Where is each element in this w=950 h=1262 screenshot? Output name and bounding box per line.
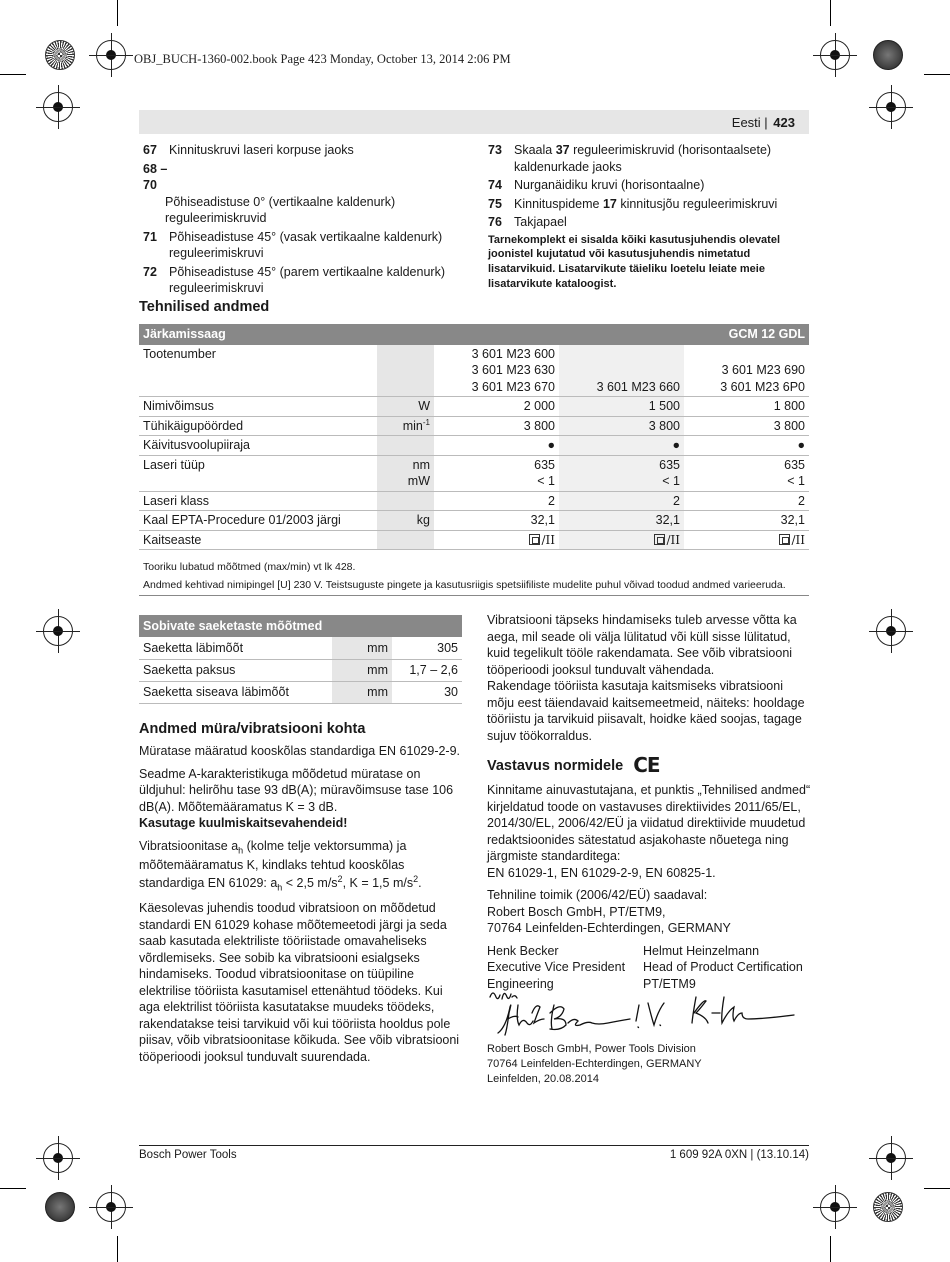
row-value: 1,7 – 2,6 [392,659,462,681]
item-text: Nurganäidiku kruvi (horisontaalne) [514,178,705,192]
table-row [139,416,809,436]
row-label: Laseri tüüp [139,455,377,491]
row-value: 3 800 [559,416,684,436]
signer-right: Helmut Heinzelmann Head of Product Certification PT/ETM9 [643,943,803,991]
item-number: 72 [143,264,157,279]
bullet-icon: ● [434,436,559,456]
product-number-cell: 3 601 M23 660 [559,345,684,397]
footer-rule [139,1145,809,1146]
row-value: 3 800 [684,416,809,436]
row-unit: mm [332,637,392,659]
warning-text: Kasutage kuulmiskaitsevahendeid! [139,816,348,831]
row-value: 2 [559,491,684,511]
list-item [143,161,473,227]
table-row [139,455,809,491]
registration-mark-icon [873,1192,903,1222]
paragraph: Robert Bosch GmbH, PT/ETM9, [487,904,666,919]
list-item [488,142,810,175]
row-value [434,530,559,550]
divider [139,595,809,596]
row-label: Käivitusvoolupiiraja [139,436,377,456]
registration-target-icon [43,1143,73,1173]
registration-mark-icon [873,40,903,70]
paragraph: Kinnitame ainuvastutajana, et punktis „Tehnilised andmed“ kirjeldatud toode on vastavuses direktiivides 2011/65/EL, 2014/30/EL, 2006/42/EÜ ja viidatud direktiivide muudetud redaktsioonides sätestatud asjakohaste nõuetega ning järgmiste standarditega: [487,783,811,864]
paragraph: Vibratsioonitase $a_h$ (kolme telje vektorsumma) ja mõõtemääramatus K, kindlaks tehtud kooskõlas standardiga EN 61029: $a_h < 2,5$ $m/s^2$, K = 1,5 $m/s^2$. [139,838,422,893]
row-unit [377,491,434,511]
parts-list-right [488,142,810,291]
protection-class-icon: /II [654,533,680,547]
table-row [139,511,809,531]
item-number: 67 [143,143,157,157]
table-row [139,345,809,397]
item-number: 71 [143,229,157,244]
list-item [488,177,810,194]
item-text: Skaala 37 reguleerimiskruvid (horisontaalsete) kaldenurkade jaoks [514,143,772,174]
parts-list-left [143,142,473,299]
row-value: 305 [392,637,462,659]
list-item [143,264,473,297]
item-text: Põhiseadistuse 0° (vertikaalne kaldenurk) reguleerimiskruvid [165,194,396,225]
registration-target-icon [876,92,906,122]
list-item [143,229,473,262]
table-row [139,659,462,681]
row-value: 635 < 1 [684,455,809,491]
paragraph: EN 61029-1, EN 61029-2-9, EN 60825-1. [487,865,716,880]
footer-doc-number: 1 609 92A 0XN | (13.10.14) [669,1149,809,1161]
signer-left: Henk Becker Executive Vice President Engineering [487,943,626,991]
paragraph: Tehniline toimik (2006/42/EÜ) saadaval: [487,888,708,903]
row-label: Tühikäigupöörded [139,416,377,436]
row-unit: kg [377,511,434,531]
table-row [139,637,462,659]
row-value: 32,1 [559,511,684,531]
tech-note: Tooriku lubatud mõõtmed (max/min) vt lk 428. [143,561,356,573]
registration-target-icon [43,616,73,646]
item-number: 76 [488,215,502,229]
header-language: Eesti [731,115,761,130]
crop-mark [924,1188,950,1189]
row-label: Saeketta läbimõõt [139,637,332,659]
registration-target-icon [96,1192,126,1222]
crop-mark [117,0,118,26]
signature-caption: Robert Bosch GmbH, Power Tools Division 70764 Leinfelden-Echterdingen, GERMANY Leinfelden, 20.08.2014 [487,1043,702,1085]
row-unit: nm mW [377,455,434,491]
item-text: Kinnituspideme 17 kinnitusjõu reguleerimiskruvi [514,196,778,211]
item-text: Kinnituskruvi laseri korpuse jaoks [169,143,354,157]
protection-class-icon: /II [779,533,805,547]
crop-mark [924,74,950,75]
conformity-heading: Vastavus normidele CE [487,753,660,777]
list-item [488,214,810,231]
product-number-cell: 3 601 M23 690 3 601 M23 6P0 [684,345,809,397]
signatures-icon [488,985,808,1045]
tech-notes [143,560,809,592]
header-page: 423 [773,115,795,130]
crop-mark [830,1236,831,1262]
row-value: 3 800 [434,416,559,436]
table-row [139,530,809,550]
noise-heading: Andmed müra/vibratsiooni kohta [139,721,366,737]
noise-section [139,720,464,1071]
row-label: Kaitseaste [139,530,377,550]
crop-mark [117,1236,118,1262]
row-unit: W [377,397,434,417]
row-value [684,530,809,550]
blade-dimensions-table [139,615,462,704]
list-item [143,142,473,159]
item-text: Põhiseadistuse 45° (parem vertikaalne kaldenurk) reguleerimiskruvi [169,264,445,295]
paragraph: 70764 Leinfelden-Echterdingen, GERMANY [487,921,731,936]
row-label: Tootenumber [139,345,377,397]
row-unit: mm [332,681,392,703]
row-unit [377,345,434,397]
row-label: Nimivõimsus [139,397,377,417]
footer-brand: Bosch Power Tools [139,1149,237,1161]
right-column [487,612,812,992]
row-value: 32,1 [434,511,559,531]
row-value: 2 000 [434,397,559,417]
row-unit [377,436,434,456]
item-number: 73 [488,143,502,157]
product-number-cell: 3 601 M23 600 3 601 M23 630 3 601 M23 670 [434,345,559,397]
registration-target-icon [820,40,850,70]
tech-note: Andmed kehtivad nimipingel [U] 230 V. Teistsuguste pingete ja kasutusriigis spetsiifiliste mudelite puhul võivad toodud andmed varieeruda. [143,579,786,592]
row-label: Kaal EPTA-Procedure 01/2003 järgi [139,511,377,531]
protection-class-icon: /II [529,533,555,547]
registration-target-icon [43,92,73,122]
paragraph: Rakendage tööriista kasutaja kaitsmiseks vibratsiooni mõju eest täiendavaid kaitsemeetmeid, näiteks: hooldage tööriistu ja tarvikuid piisavalt, hoidke käed soojas, tagage sujuv töökorraldus. [487,679,805,743]
bullet-icon: ● [559,436,684,456]
bullet-icon: ● [684,436,809,456]
table-row [139,681,462,703]
row-value: 635 < 1 [559,455,684,491]
tech-data-table [139,324,809,550]
item-number: 75 [488,196,502,211]
row-label: Saeketta siseava läbimõõt [139,681,332,703]
tech-heading: Tehnilised andmed [139,299,270,315]
table-row [139,491,809,511]
crop-mark [830,0,831,26]
item-text: Põhiseadistuse 45° (vasak vertikaalne kaldenurk) reguleerimiskruvi [169,229,443,260]
crop-mark [0,1188,26,1189]
registration-target-icon [96,40,126,70]
registration-target-icon [820,1192,850,1222]
crop-mark [0,74,26,75]
table-title: Järkamissaag [139,324,559,345]
row-unit: $\min^{-1}$ [377,416,434,436]
item-number: 74 [488,178,502,192]
row-value: 1 800 [684,397,809,417]
row-unit: mm [332,659,392,681]
table-model: GCM 12 GDL [559,324,809,345]
row-value: 1 500 [559,397,684,417]
table-title: Sobivate saeketaste mõõtmed [139,615,462,637]
row-label: Saeketta paksus [139,659,332,681]
paragraph: Seadme A-karakteristikuga mõõdetud müratase on üldjuhul: helirõhu tase 93 dB(A); müravõimsuse tase 106 dB(A). Mõõtemääramatus K = 3 dB. [139,766,454,814]
item-text: Takjapael [514,215,567,229]
page-header [139,110,809,134]
item-number: 68 – 70 [143,161,168,192]
list-item [488,196,810,213]
paragraph: Käesolevas juhendis toodud vibratsioon on mõõdetud standardi EN 61029 kohase mõõtemeetodi järgi ja seda saab kasutada elektriliste tööriistade omavaheliseks võrdlemiseks. See sobib ka vibratsiooni esialgseks hindamiseks. Toodud vibratsioonitase on tüüpiline elektrilise tööriista kasutamisel ettenähtud töödeks. Kui aga elektrilist tööriista kasutatakse muudeks töödeks, rakendatakse teisi tarvikuid või kui tööriista hooldus pole piisav, võib vibratsioonitase kõikuda. See võib vibratsiooni tööperioodi jooksul tunduvalt suurendada. [139,901,460,1064]
ce-mark-icon: CE [633,753,660,777]
table-row [139,397,809,417]
row-value: 30 [392,681,462,703]
paragraph: Müratase määratud kooskõlas standardiga EN 61029-2-9. [139,744,461,759]
registration-target-icon [876,1143,906,1173]
table-header-row [139,324,809,345]
page-number: Eesti | 423 [731,115,795,130]
row-value: 2 [434,491,559,511]
row-label: Laseri klass [139,491,377,511]
table-header-row [139,615,462,637]
paragraph: Vibratsiooni täpseks hindamiseks tuleb arvesse võtta ka aega, mil seade oli välja lülitatud või küll sisse lülitatud, kuid tegelikult tööle rakendamata. See võib vibratsiooni tööperioodi jooksul tunduvalt vähendada. [487,613,797,677]
registration-target-icon [876,616,906,646]
table-row [139,436,809,456]
row-value [559,530,684,550]
accessory-note: Tarnekomplekt ei sisalda kõiki kasutusjuhendis olevatel joonistel kujutatud või kasutusjuhendis nimetatud lisatarvikuid. Lisatarvikute täieliku loetelu leiate meie lisatarvikute kataloogist. [488,233,781,290]
registration-mark-icon [45,40,75,70]
row-unit [377,530,434,550]
row-value: 635 < 1 [434,455,559,491]
row-value: 2 [684,491,809,511]
registration-mark-icon [45,1192,75,1222]
file-info-line: OBJ_BUCH-1360-002.book Page 423 Monday, October 13, 2014 2:06 PM [134,52,511,66]
row-value: 32,1 [684,511,809,531]
